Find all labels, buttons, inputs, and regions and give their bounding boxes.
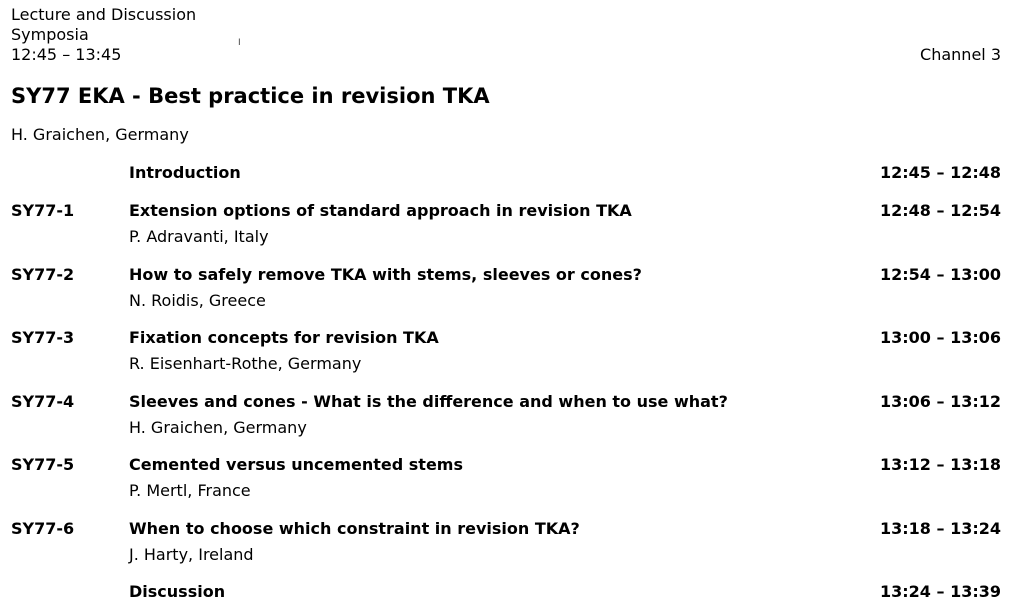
program-item-discussion [0,582,1024,606]
item-time: 12:48 – 12:54 [880,201,1001,220]
program-item-sy77-4 [0,392,1024,448]
session-chair: H. Graichen, Germany [11,125,189,144]
item-time: 13:00 – 13:06 [880,328,1001,347]
item-time: 13:12 – 13:18 [880,455,1001,474]
program-item-sy77-2 [0,265,1024,321]
item-title: When to choose which constraint in revision TKA? [129,519,580,538]
item-time: 12:45 – 12:48 [880,163,1001,182]
item-code: SY77-3 [11,328,75,347]
item-time: 13:06 – 13:12 [880,392,1001,411]
item-speaker: P. Adravanti, Italy [129,227,269,246]
item-code: SY77-4 [11,392,75,411]
session-title: SY77 EKA - Best practice in revision TKA [11,84,490,108]
item-title: Fixation concepts for revision TKA [129,328,439,347]
item-speaker: H. Graichen, Germany [129,418,307,437]
program-item-sy77-3 [0,328,1024,384]
program-item-sy77-5 [0,455,1024,511]
item-code: SY77-2 [11,265,75,284]
session-type: Symposia [11,25,89,44]
item-title: Extension options of standard approach in revision TKA [129,201,632,220]
item-title: How to safely remove TKA with stems, sleeves or cones? [129,265,642,284]
item-title: Discussion [129,582,226,601]
item-code: SY77-6 [11,519,75,538]
item-code: SY77-1 [11,201,75,220]
item-title: Sleeves and cones - What is the difference and when to use what? [129,392,728,411]
item-title: Cemented versus uncemented stems [129,455,463,474]
session-meta [11,5,196,65]
session-channel: Channel 3 [920,45,1001,64]
item-code: SY77-5 [11,455,75,474]
program-item-sy77-1 [0,201,1024,257]
item-time: 13:24 – 13:39 [880,582,1001,601]
session-time: 12:45 – 13:45 [11,45,122,64]
item-time: 13:18 – 13:24 [880,519,1001,538]
item-speaker: N. Roidis, Greece [129,291,266,310]
session-category: Lecture and Discussion [11,5,197,24]
text-cursor-icon: I [238,38,241,48]
item-speaker: R. Eisenhart-Rothe, Germany [129,354,362,373]
item-speaker: P. Mertl, France [129,481,251,500]
item-speaker: J. Harty, Ireland [129,545,254,564]
program-item-sy77-6 [0,519,1024,575]
item-time: 12:54 – 13:00 [880,265,1001,284]
item-title: Introduction [129,163,241,182]
